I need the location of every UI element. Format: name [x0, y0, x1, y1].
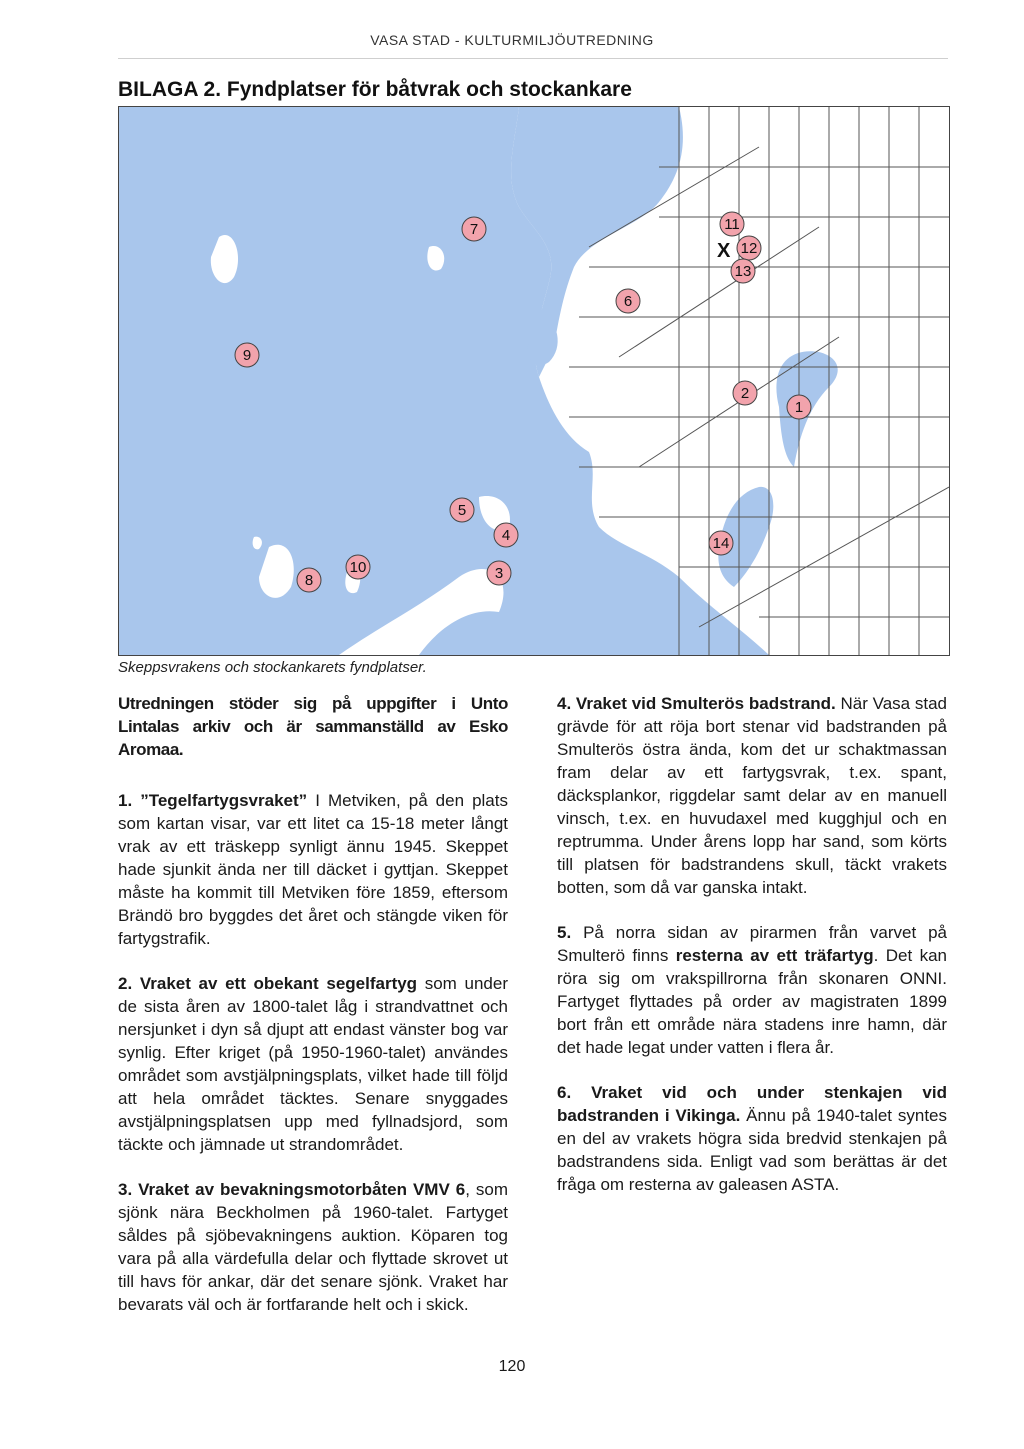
svg-text:5: 5: [457, 502, 467, 519]
entry-2: [118, 972, 508, 1156]
svg-text:6: 6: [623, 293, 633, 310]
site-marker-4: [494, 523, 518, 547]
site-marker-3: [487, 561, 511, 585]
entry-number: 2.: [118, 974, 133, 993]
entry-number: 3.: [118, 1180, 133, 1199]
site-marker-11: [720, 212, 744, 236]
page-number: 120: [498, 1358, 526, 1375]
site-marker-9: [235, 343, 259, 367]
find-sites-map: [118, 106, 950, 656]
map-graphic: [119, 107, 949, 655]
svg-text:9: 9: [242, 347, 252, 364]
sea-area: [119, 107, 769, 655]
entry-3: [118, 1178, 508, 1316]
svg-text:8: 8: [304, 572, 314, 589]
entry-title: Vraket vid Smulterös badstrand.: [575, 694, 836, 713]
entry-title: ”Tegelfartygsvraket”: [140, 791, 308, 810]
entry-title: resterna av ett träfartyg: [675, 946, 874, 965]
svg-text:4: 4: [501, 527, 511, 544]
running-header: VASA STAD - KULTURMILJÖUTREDNING: [370, 32, 654, 48]
entry-title: Vraket av ett obekant segelfartyg: [139, 974, 418, 993]
anchor-find-symbol: X: [717, 240, 731, 262]
header-divider: [118, 58, 948, 59]
site-marker-12: [737, 236, 761, 260]
svg-text:11: 11: [724, 216, 740, 233]
map-caption: Skeppsvrakens och stockankarets fyndplatser.: [118, 659, 427, 676]
entry-text: . Det kan röra sig om vrakspillrorna från skonaren ONNI. Fartyget flyttades på order av magistraten 1899 bort från ett område nära stadens inre hamn, där det hade legat under vatten i flera år.: [557, 946, 947, 1057]
entry-text: När Vasa stad grävde för att röja bort stenar vid badstranden på Smulterös östra ända, kom det ur schaktmassan fram delar av ett fartygsvrak, t.ex. spant, däcksplankor, riggdelar samt delar av en manuell vinsch, t.ex. en huvudaxel med kugghjul och en reptrumma. Under årens lopp har sand, som körts till platsen för badstrandens skull, täckt vrakets botten, som då var ganska intakt.: [557, 694, 947, 897]
entry-6: [557, 1081, 947, 1196]
site-marker-10: [346, 555, 370, 579]
site-marker-13: [731, 259, 755, 283]
site-marker-8: [297, 568, 321, 592]
entry-text: som under de sista åren av 1800-talet låg i strandvattnet och nersjunket i dyn så djupt att endast vänster bog var synlig. Efter kriget (på 1950-1960-talet) användes området som avstjälpningsplats, vilket hade till följd att hela området täcktes. Senare snyggades avstjälpningsplatsen upp med fyllnadsjord, som täckte och jämnade ut strandområdet.: [118, 974, 508, 1154]
entry-text: , som sjönk nära Beckholmen på 1960-talet. Fartyget såldes på sjöbevakningens auktion. Köparen tog vara på alla värdefulla delar och flyttade skrovet ut till havs för ankar, där det senare sjönk. Vraket har bevarats väl och är fortfarande helt och i skick.: [118, 1180, 509, 1314]
entry-number: 6.: [557, 1083, 572, 1102]
entry-text: På norra sidan av pirarmen från varvet på Smulterö finns: [557, 923, 947, 965]
intro-paragraph: Utredningen stöder sig på uppgifter i Unto Lintalas arkiv och är sammanställd av Esko Aromaa.: [118, 694, 508, 759]
svg-text:14: 14: [712, 535, 730, 552]
entry-text: I Metviken, på den plats som kartan visar, var ett litet ca 15-18 meter långt vrak av ett träskepp synligt ännu 1945. Skeppet hade sjunkit ända ner till däcket i gyttjan. Skeppet måste ha kommit till Metviken före 1859, eftersom Brändö bro byggdes det året och stängde viken för fartygstrafik.: [118, 791, 508, 948]
entry-number: 5.: [557, 923, 572, 942]
site-marker-1: [787, 395, 811, 419]
entry-5: [557, 921, 947, 1059]
site-marker-6: [616, 289, 640, 313]
text-column-right: [557, 692, 947, 1218]
svg-text:12: 12: [740, 240, 758, 257]
svg-text:13: 13: [734, 263, 752, 280]
entry-text: Ännu på 1940-talet syntes en del av vrakets högra sida bredvid stenkajen på badstrandens sida. Enligt vad som berättas är det fråga om resterna av galeasen ASTA.: [557, 1106, 947, 1194]
site-marker-2: [733, 381, 757, 405]
site-marker-5: [450, 498, 474, 522]
text-column-left: [118, 692, 508, 1338]
svg-text:7: 7: [469, 221, 479, 238]
entry-title: Vraket av bevakningsmotorbåten VMV 6: [138, 1180, 466, 1199]
site-marker-7: [462, 217, 486, 241]
svg-text:1: 1: [794, 399, 804, 416]
svg-text:10: 10: [349, 559, 367, 576]
entry-1: [118, 789, 508, 950]
svg-text:2: 2: [740, 385, 750, 402]
entry-4: [557, 692, 947, 899]
entry-title: Vraket vid och under stenkajen vid badstranden i Vikinga.: [557, 1083, 947, 1125]
annex-title: BILAGA 2. Fyndplatser för båtvrak och stockankare: [118, 78, 632, 101]
site-marker-14: [709, 531, 733, 555]
svg-text:3: 3: [494, 565, 504, 582]
entry-number: 4.: [557, 694, 572, 713]
entry-number: 1.: [118, 791, 133, 810]
